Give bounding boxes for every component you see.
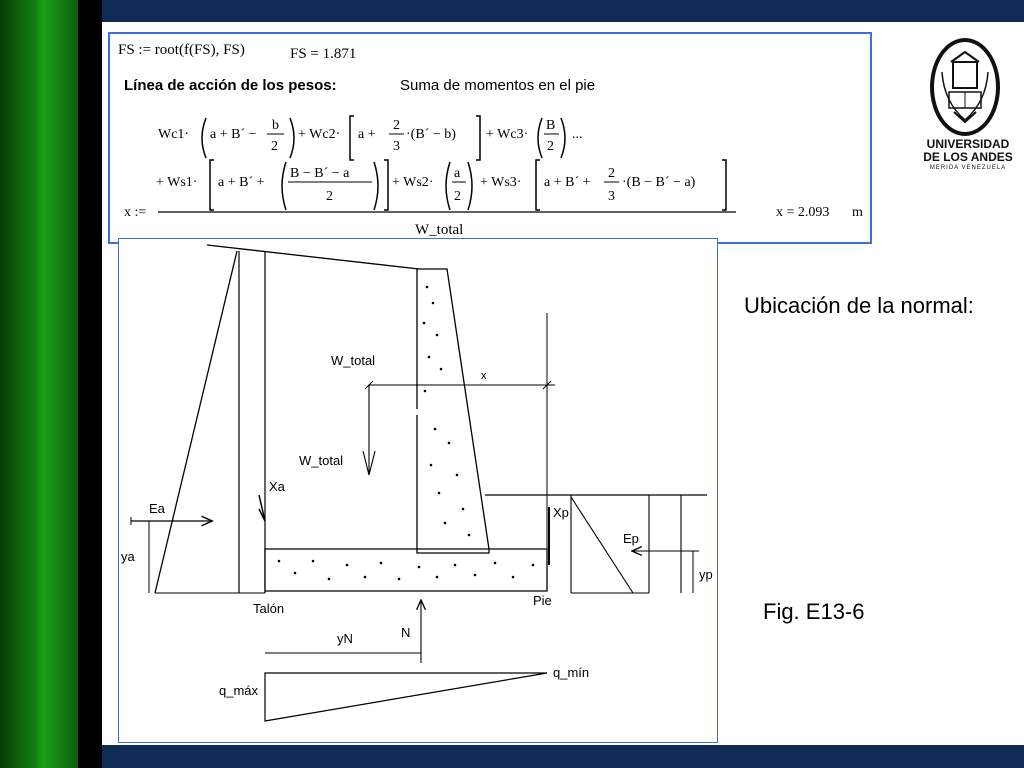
row1-B-num: B xyxy=(546,118,556,133)
xa-label: Xa xyxy=(269,479,285,494)
figure-label: Fig. E13-6 xyxy=(763,599,865,624)
w-total-top-label: W_total xyxy=(331,353,376,368)
pie-label: Pie xyxy=(533,593,552,608)
paren-open-2 xyxy=(538,118,542,158)
q-min-label: q_mín xyxy=(553,665,590,680)
yn-label: yN xyxy=(337,631,353,646)
row1-ellipsis: ... xyxy=(572,127,583,142)
logo-line-1: UNIVERSIDAD xyxy=(926,137,1010,151)
row2-num: B − B´ − a xyxy=(290,166,350,181)
row2-term3b: ·(B − B´ − a) xyxy=(622,175,696,190)
row1-23-num: 2 xyxy=(393,118,400,133)
numerator-row-1 xyxy=(158,116,583,160)
row2-term3: a + B´ + xyxy=(544,175,591,190)
paren-close-3 xyxy=(374,162,378,210)
university-logo xyxy=(920,38,1016,178)
row1-term2b: ·(B´ − b) xyxy=(406,127,456,142)
wc3-term: + Wc3· xyxy=(486,127,529,142)
paren-open-1 xyxy=(202,118,206,158)
row2-den: 2 xyxy=(326,189,333,204)
row1-b-den: 2 xyxy=(271,139,278,154)
x-dimension-label: x xyxy=(481,370,487,382)
weights-heading: Línea de acción de los pesos: xyxy=(124,77,337,94)
top-band xyxy=(102,0,1024,22)
paren-close-1 xyxy=(290,118,294,158)
logo-name xyxy=(920,138,1016,164)
retaining-wall-diagram xyxy=(119,239,719,744)
yp-label: yp xyxy=(699,567,713,582)
q-max-label: q_máx xyxy=(219,683,259,698)
bracket-close-3 xyxy=(722,160,726,210)
row2-23-num: 2 xyxy=(608,166,615,181)
weights-heading-rest: Suma de momentos en el pie xyxy=(400,77,596,94)
row2-a-num: a xyxy=(454,166,461,181)
paren-close-4 xyxy=(468,162,472,210)
fs-result: FS = 1.871 xyxy=(290,46,357,62)
seal-artwork xyxy=(934,42,996,132)
wc2-term: + Wc2· xyxy=(298,127,341,142)
soil-pressure-diagram xyxy=(265,673,547,721)
paren-open-3 xyxy=(282,162,286,210)
talon-label: Talón xyxy=(253,601,285,616)
row2-term1: a + B´ + xyxy=(218,175,265,190)
row1-b: b xyxy=(272,118,279,133)
denominator: W_total xyxy=(415,222,464,238)
row1-23-den: 3 xyxy=(393,139,400,154)
base-slab xyxy=(265,549,547,591)
left-green-bar xyxy=(0,0,78,768)
bracket-close-1 xyxy=(476,116,480,160)
n-label: N xyxy=(401,625,411,640)
row2-a-den: 2 xyxy=(454,189,461,204)
row1-term1: a + B´ − xyxy=(210,127,257,142)
earth-pressure-diagram-line xyxy=(155,251,237,593)
paren-close-2 xyxy=(561,118,565,158)
formula-canvas xyxy=(110,34,874,246)
wall-stem xyxy=(417,269,489,549)
bracket-close-2 xyxy=(384,160,388,210)
bracket-open-1 xyxy=(350,116,354,160)
x-result: x = 2.093 xyxy=(776,205,830,220)
row2-23-den: 3 xyxy=(608,189,615,204)
concrete-aggregate-dots xyxy=(278,286,535,581)
ws3-term: + Ws3· xyxy=(480,175,522,190)
logo-seal xyxy=(930,38,1000,136)
row1-B-den: 2 xyxy=(547,139,554,154)
xa-tick xyxy=(259,495,265,521)
bottom-band xyxy=(102,745,1024,768)
left-black-bar xyxy=(78,0,102,768)
logo-location: MERIDA VENEZUELA xyxy=(929,165,1007,171)
ep-label: Ep xyxy=(623,531,639,546)
stem-gap xyxy=(416,409,420,415)
fs-root-expression: FS := root(f(FS), FS) xyxy=(118,42,245,58)
wc1-term: Wc1· xyxy=(158,127,190,142)
xp-label: Xp xyxy=(553,505,569,520)
bracket-open-2 xyxy=(210,160,214,210)
normal-location-label: Ubicación de la normal: xyxy=(744,293,974,318)
ea-label: Ea xyxy=(149,501,165,516)
ws2-term: + Ws2· xyxy=(392,175,434,190)
row1-term2: a + xyxy=(358,127,376,142)
logo-line-2: DE LOS ANDES xyxy=(923,150,1013,164)
bracket-open-3 xyxy=(536,160,540,210)
ya-label: ya xyxy=(121,549,135,564)
x-unit: m xyxy=(852,205,863,220)
w-total-arrow-label: W_total xyxy=(299,453,344,468)
diagram-box xyxy=(118,238,718,743)
x-assign: x := xyxy=(124,205,147,220)
paren-open-4 xyxy=(446,162,450,210)
numerator-row-2 xyxy=(156,160,726,210)
ws1-term: + Ws1· xyxy=(156,175,198,190)
formula-box xyxy=(108,32,872,244)
